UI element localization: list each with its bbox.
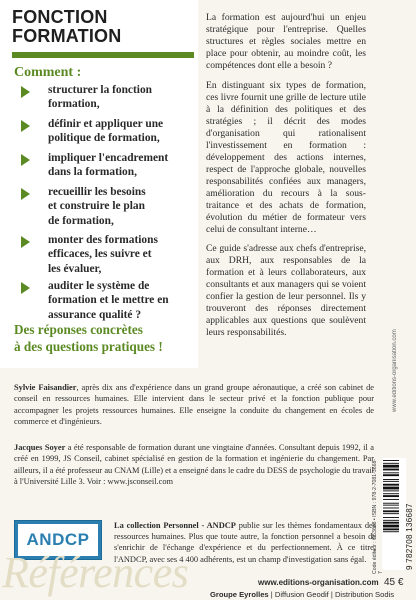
barcode-bar (383, 463, 399, 464)
description-column (206, 12, 366, 347)
author-name: Sylvie Faisandier (14, 383, 77, 392)
description-paragraph-1: La formation est aujourd'hui un enjeu stratégique pour l'entreprise. Quelles structures et règles sociales mettre en place pour obtenir, au moindre coût, les compétences dont elle a besoin ? (206, 12, 366, 71)
bullet-text: monter des formations efficaces, les suivre et les évaluer, (48, 234, 158, 275)
barcode-bar (383, 481, 399, 482)
collection-description: La collection Personnel - ANDCP publie sur les thèmes fondamentaux des ressources humaines. Plus que toute autre, la fonction personnel a besoin de s'enrichir de l'échange d'expérience et du perfectionnement. À ce titre, l'ANDCP, avec ses 4 400 adhérents, est un champ d'investigation sans égal. (114, 521, 377, 564)
barcode-bar (383, 469, 399, 471)
left-column (0, 0, 198, 368)
barcode-bar (383, 505, 399, 506)
price: 45 € (384, 577, 404, 588)
barcode-bar (383, 484, 399, 486)
arrow-bullet-icon (21, 236, 30, 248)
title-line-2: FORMATION (12, 26, 122, 46)
bullet-text: recueillir les besoins et construire le plan de formation, (48, 186, 146, 227)
barcode-bar (383, 522, 399, 524)
barcode-bar (383, 472, 399, 473)
barcode-bar (383, 495, 399, 497)
vertical-isbn-text: Code éditeur : G53668 • ISBN : 978-2-7081-3668-7 (372, 458, 384, 574)
title-line-1: FONCTION (12, 7, 108, 27)
bullet-text: structurer la fonction formation, (48, 84, 152, 111)
arrow-bullet-icon (21, 154, 30, 166)
barcode-bar (383, 508, 399, 509)
barcode-bar (383, 493, 399, 494)
collection-name: La collection Personnel - ANDCP (114, 521, 236, 530)
bullet-text: auditer le système de formation et le mettre en assurance qualité ? (48, 280, 169, 321)
arrow-bullet-icon (21, 188, 30, 200)
author-name: Jacques Soyer (14, 443, 66, 452)
references-watermark: Références (2, 548, 189, 597)
green-rule (12, 52, 194, 58)
author-bio-soyer: Jacques Soyer a été responsable de formation durant une vingtaine d'années. Consultant depuis 1992, il a créé en 1999, JS Conseil, cabinet spécialisé en gestion de la formation et ingénierie du changement. Par ailleurs, il a été professeur au CNAM (Lille) et a enseigné dans le cadre du DESS de psychologie du travail à l'Université Lille 3. Voir : www.jsconseil.com (14, 443, 374, 486)
author-bio-faisandier: Sylvie Faisandier, après dix ans d'expérience dans un grand groupe aéronautique, a créé son cabinet de conseil en ressources humaines. Elle intervient dans le secteur privé et la fonction publique pour accompagner les projets ressources humaines. Elle enseigne la conduite du changement en écoles de commerce et d'ingénieurs. (14, 383, 374, 426)
barcode-bar (383, 513, 399, 514)
bullet-text: impliquer l'encadrement dans la formation, (48, 152, 169, 179)
bullet-text: définir et appliquer une politique de formation, (48, 118, 164, 145)
barcode-bar (383, 517, 399, 518)
tagline: Des réponses concrètes à des questions pratiques ! (14, 322, 163, 354)
publisher-url: www.editions-organisation.com (258, 578, 379, 587)
barcode-bar (383, 499, 399, 500)
description-paragraph-3: Ce guide s'adresse aux chefs d'entreprise, aux DRH, aux responsables de la formation et à leurs collaborateurs, aux consultants et aux managers qui se voient confier la gestion de leur personnel. Ils y trouveront des réponses directement applicables aux questions que soulèvent leurs responsabilités. (206, 243, 366, 338)
barcode-bar (383, 479, 399, 480)
barcode-bar (383, 520, 399, 521)
barcode-bar (383, 490, 399, 491)
description-paragraph-2: En distinguant six types de formation, ces livre fournit une grille de lecture utile à la définition des politiques et des stratégies ; il décrit des modes d'organisation qui rationalisent l'investissement en formation : développement des actions internes, respect de l'approche globale, nouvelles responsabilités confiées aux managers, amélioration du recours à la sous-traitance et des achats de formation, évolution du métier de formateur vers celui de consultant interne… (206, 80, 366, 235)
arrow-bullet-icon (21, 86, 30, 98)
publisher-line: Groupe Eyrolles | Diffusion Geodif | Distribution Sodis (210, 590, 395, 599)
barcode-digits: 9 782708 136687 (405, 503, 414, 570)
barcode-bar (383, 531, 399, 532)
book-title (12, 8, 192, 46)
vertical-site-text: www.editions-organisation.com (392, 329, 398, 412)
barcode-bar (383, 528, 399, 530)
barcode-bar (383, 474, 399, 476)
barcode (382, 458, 406, 570)
barcode-bar (383, 525, 399, 528)
barcode-bar (383, 460, 399, 461)
andcp-logo-text: ANDCP (18, 524, 98, 556)
barcode-bar (383, 487, 399, 490)
barcode-bar (383, 510, 399, 512)
arrow-bullet-icon (21, 282, 30, 294)
comment-heading: Comment : (14, 65, 82, 80)
arrow-bullet-icon (21, 120, 30, 132)
barcode-bar (383, 465, 399, 468)
barcode-bar (383, 503, 399, 504)
